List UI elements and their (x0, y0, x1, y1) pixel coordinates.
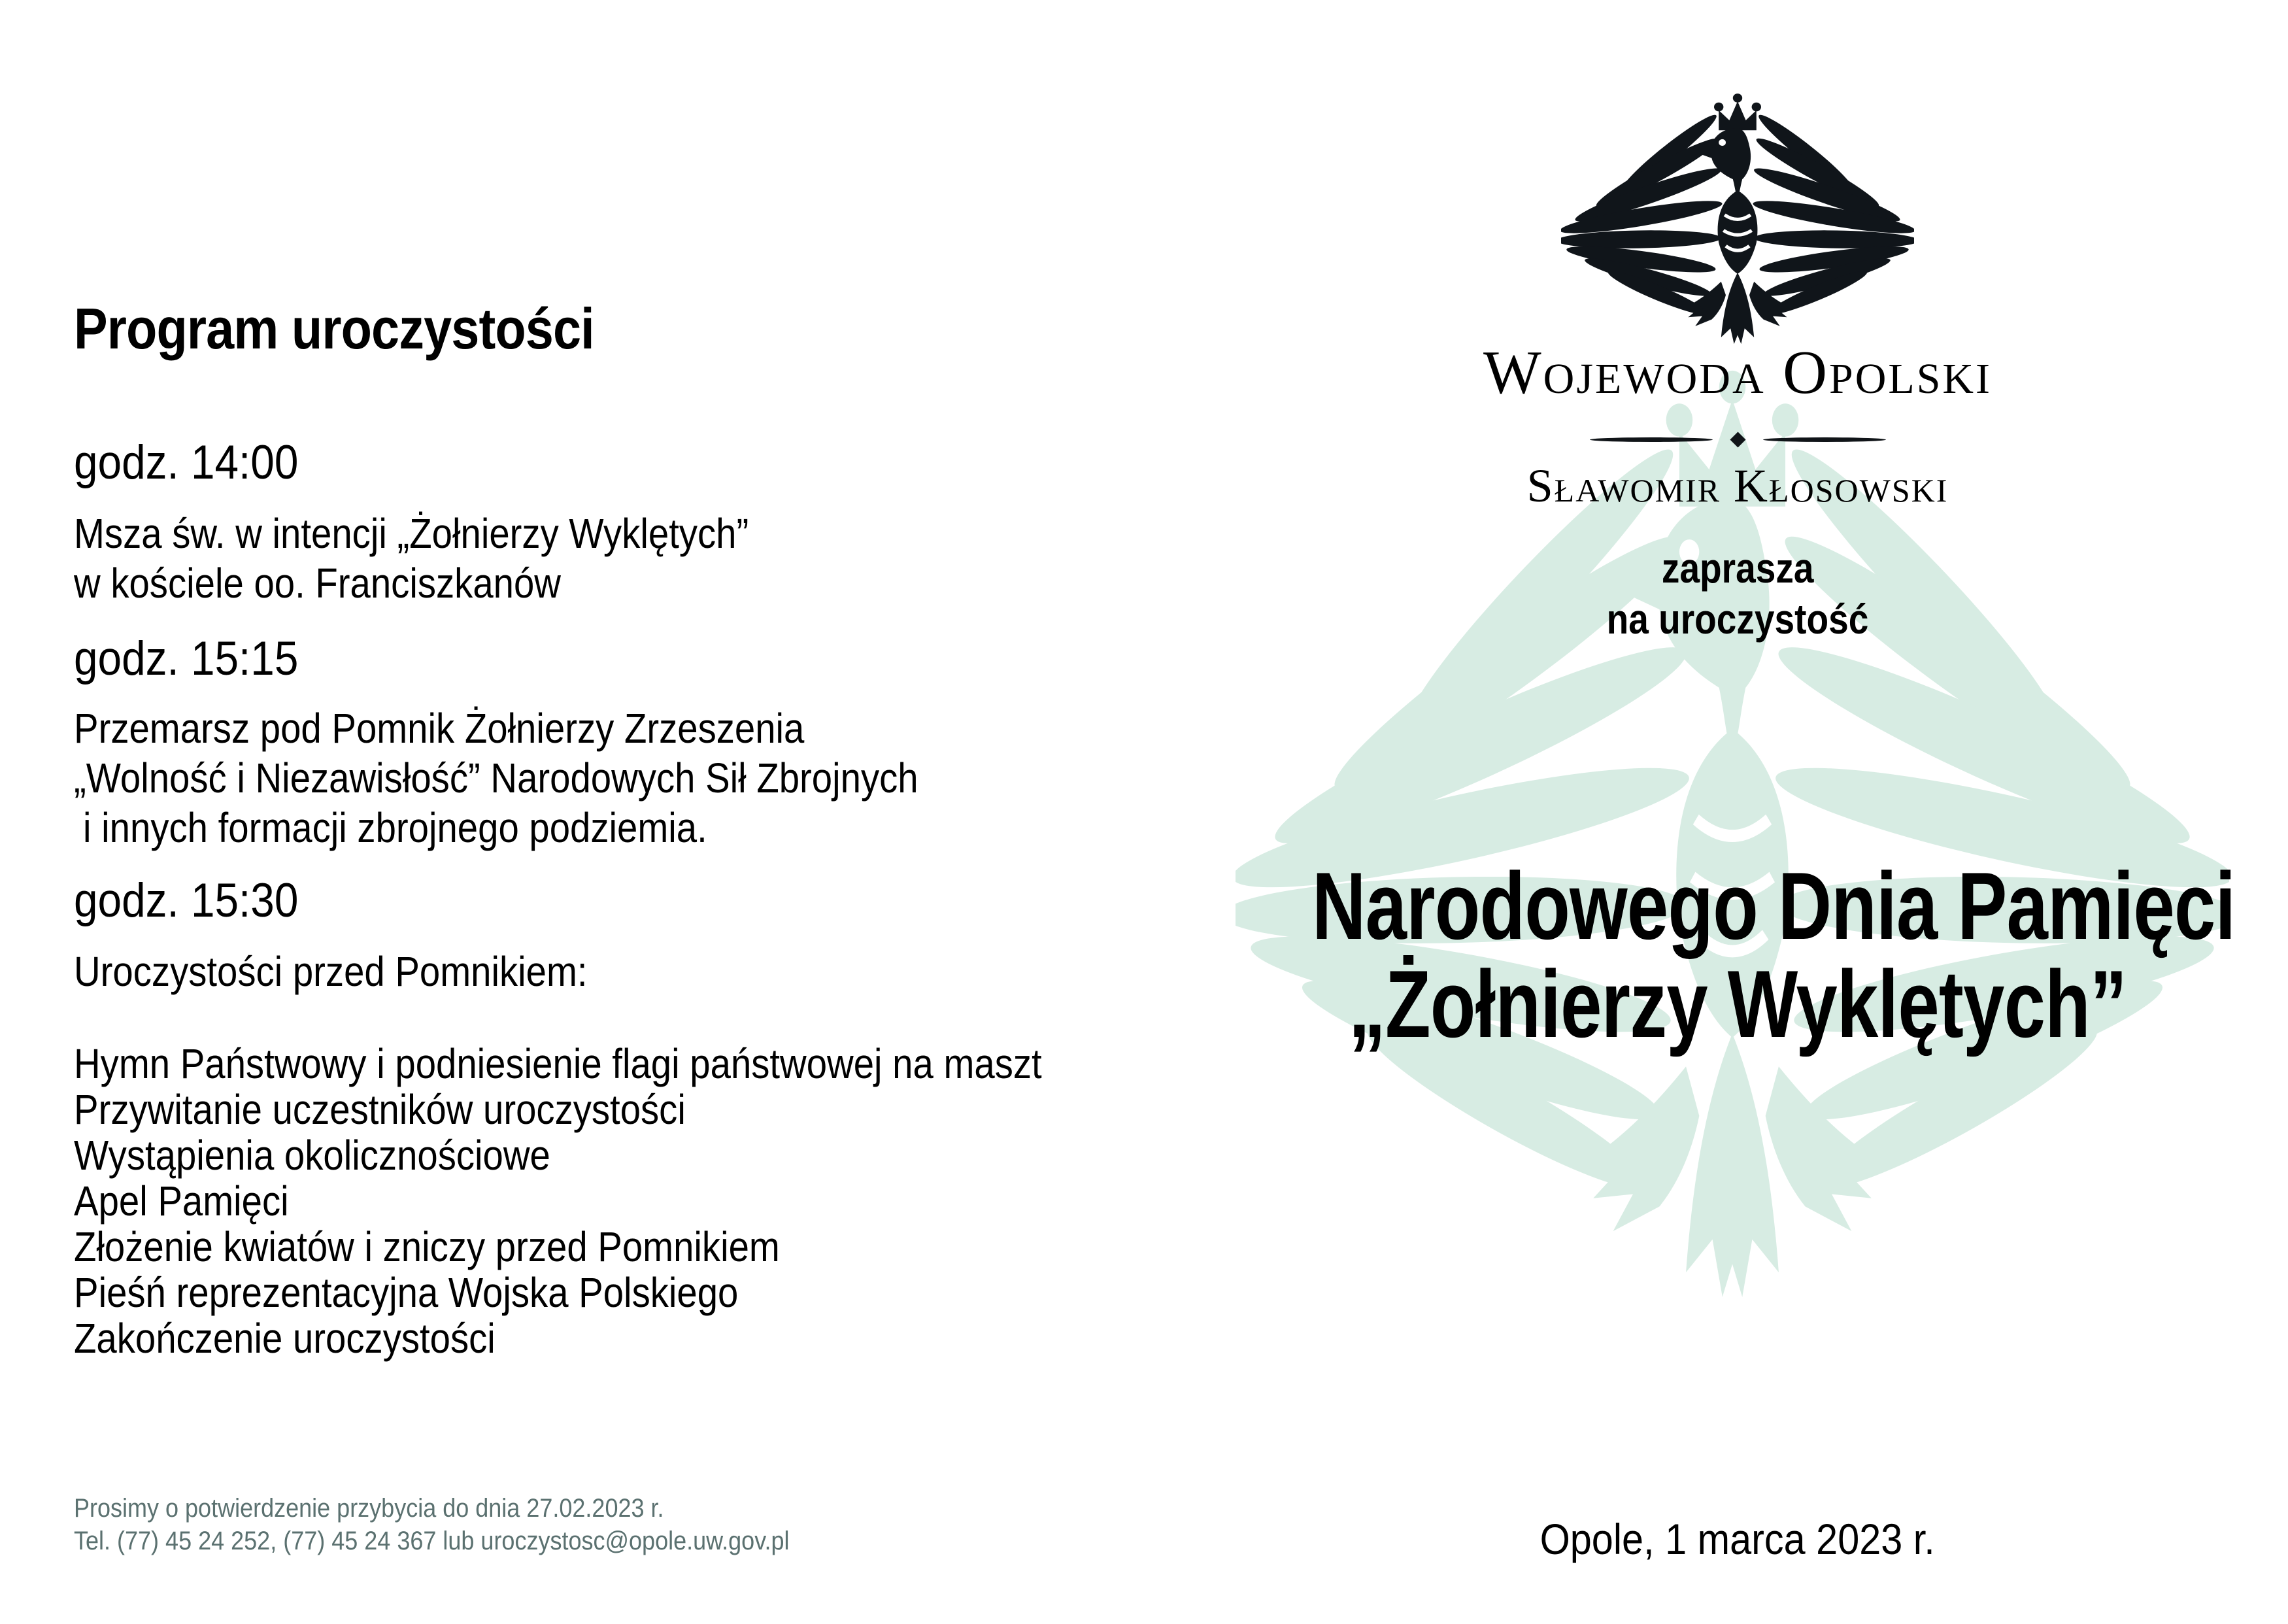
event-title (1182, 853, 2288, 1057)
program-title-text: Program uroczystości (74, 296, 594, 361)
time-heading-1400-text: godz. 14:00 (74, 436, 299, 489)
text-line: w kościele oo. Franciszkanów (74, 560, 561, 607)
text-line: Przemarsz pod Pomnik Żołnierzy Zrzeszenia (74, 705, 805, 752)
invitation-phrase (1182, 543, 2288, 645)
diamond-icon (1730, 431, 1745, 447)
ornamental-divider (1182, 434, 2288, 445)
place-and-date (1182, 1514, 2288, 1564)
text-line: „Wolność i Niezawisłość” Narodowych Sił Zbrojnych (74, 754, 918, 802)
official-name-text: Sławomir Kłosowski (1526, 460, 1949, 512)
list-item: Wystąpienia okolicznościowe (74, 1132, 550, 1179)
list-item: Apel Pamięci (74, 1177, 289, 1225)
divider-line-left (1590, 437, 1713, 442)
time-heading-1530-text: godz. 15:30 (74, 874, 299, 927)
block-1515-description (74, 703, 1034, 853)
polish-eagle-emblem-icon (1182, 90, 2288, 352)
program-title (74, 296, 665, 362)
text-line: Msza św. w intencji „Żołnierzy Wyklętych” (74, 510, 749, 557)
event-title-line1: Narodowego Dnia Pamięci (1312, 853, 2236, 959)
invitation-phrase-line1: zaprasza (1661, 545, 1814, 592)
block-1400-description (74, 509, 841, 608)
rsvp-contact-line: Tel. (77) 45 24 252, (77) 45 24 367 lub uroczystosc@opole.uw.gov.pl (74, 1527, 790, 1555)
divider-line-right (1763, 437, 1886, 442)
official-name (1182, 459, 2288, 513)
time-heading-1530 (74, 873, 324, 928)
list-item: Złożenie kwiatów i zniczy przed Pomnikiem (74, 1223, 780, 1270)
rsvp-deadline-line: Prosimy o potwierdzenie przybycia do dnia 27.02.2023 r. (74, 1494, 664, 1523)
time-heading-1515-text: godz. 15:15 (74, 632, 299, 685)
block-1530-description (74, 947, 658, 996)
event-title-line2: „Żołnierzy Wyklętych” (1348, 951, 2127, 1057)
text-line: Uroczystości przed Pomnikiem: (74, 948, 588, 995)
time-heading-1400 (74, 435, 324, 490)
rsvp-footer-note (74, 1492, 869, 1557)
list-item: Przywitanie uczestników uroczystości (74, 1086, 686, 1133)
list-item: Pieśń reprezentacyjna Wojska Polskiego (74, 1269, 739, 1316)
ceremony-items-list (74, 1041, 1174, 1361)
invitation-phrase-line2: na uroczystość (1606, 596, 1869, 643)
office-title (1182, 337, 2288, 408)
time-heading-1515 (74, 632, 324, 686)
place-and-date-text: Opole, 1 marca 2023 r. (1539, 1515, 1936, 1563)
office-title-text: Wojewoda Opolski (1483, 339, 1993, 407)
text-line: i innych formacji zbrojnego podziemia. (83, 804, 707, 851)
list-item: Hymn Państwowy i podniesienie flagi państwowej na maszt (74, 1040, 1042, 1087)
list-item: Zakończenie uroczystości (74, 1315, 496, 1362)
